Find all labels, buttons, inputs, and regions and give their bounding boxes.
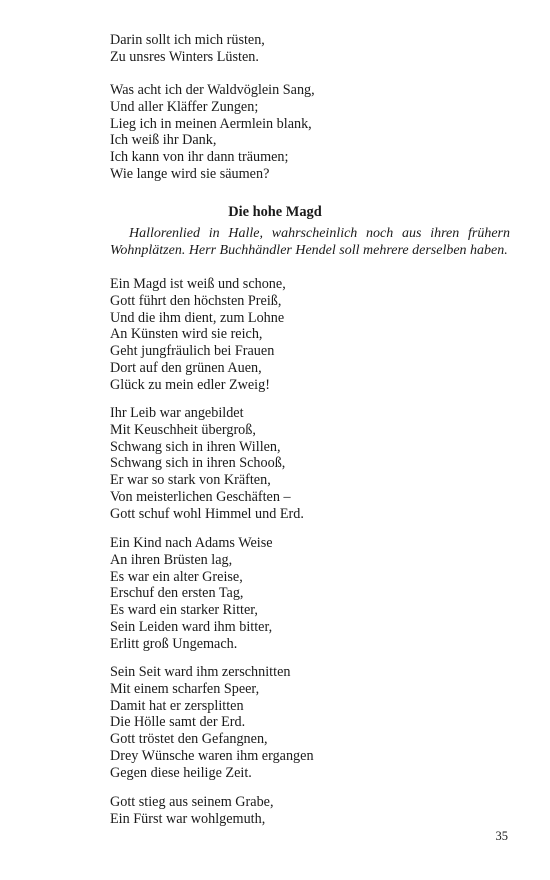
- verse-line: An ihren Brüsten lag,: [110, 551, 233, 568]
- stanza-1: [110, 276, 530, 394]
- verse-line: Gott schuf wohl Himmel und Erd.: [110, 505, 304, 522]
- verse-line: Schwang sich in ihren Willen,: [110, 438, 281, 455]
- verse-line: Die Hölle samt der Erd.: [110, 714, 246, 731]
- verse-line: Ich weiß ihr Dank,: [110, 132, 217, 149]
- verse-line: Zu unsres Winters Lüsten.: [110, 48, 259, 65]
- verse-line: Lieg ich in meinen Aermlein blank,: [110, 115, 312, 132]
- verse-line: Wie lange wird sie säumen?: [110, 165, 270, 182]
- verse-line: Es war ein alter Greise,: [110, 568, 243, 585]
- verse-line: Er war so stark von Kräften,: [110, 472, 271, 489]
- verse-line: Sein Seit ward ihm zerschnitten: [110, 664, 291, 680]
- poem-source-note: Hallorenlied in Halle, wahrscheinlich noch aus ihren frühern Wohnplätzen. Herr Buchhändler Hendel soll mehrere derselben haben.: [110, 226, 510, 258]
- stanza-4: [110, 664, 530, 782]
- stanza-top-2: [110, 82, 530, 183]
- verse-line: Ihr Leib war angebildet: [110, 405, 244, 421]
- stanza-2: [110, 405, 530, 523]
- verse-line: Gott stieg aus seinem Grabe,: [110, 794, 274, 810]
- verse-line: Darin sollt ich mich rüsten,: [110, 32, 265, 48]
- verse-line: Dort auf den grünen Auen,: [110, 359, 262, 376]
- poem-title: Die hohe Magd: [228, 204, 322, 220]
- verse-line: Schwang sich in ihren Schooß,: [110, 455, 286, 472]
- verse-line: Mit einem scharfen Speer,: [110, 680, 260, 697]
- verse-line: Ein Kind nach Adams Weise: [110, 535, 273, 551]
- verse-line: An Künsten wird sie reich,: [110, 326, 263, 343]
- stanza-3: [110, 535, 530, 653]
- verse-line: Gott tröstet den Gefangnen,: [110, 731, 268, 748]
- verse-line: Damit hat er zersplitten: [110, 697, 244, 714]
- page-number: 35: [495, 829, 508, 843]
- verse-line: Gott führt den höchsten Preiß,: [110, 292, 282, 309]
- verse-line: Drey Wünsche waren ihm ergangen: [110, 747, 314, 764]
- verse-line: Ein Magd ist weiß und schone,: [110, 276, 286, 292]
- verse-line: Ein Fürst war wohlgemuth,: [110, 810, 266, 827]
- stanza-5: [110, 794, 530, 828]
- verse-line: Erlitt groß Ungemach.: [110, 635, 238, 652]
- verse-line: Und aller Kläffer Zungen;: [110, 98, 259, 115]
- verse-line: Gegen diese heilige Zeit.: [110, 764, 252, 781]
- verse-line: Was acht ich der Waldvöglein Sang,: [110, 82, 315, 98]
- verse-line: Ich kann von ihr dann träumen;: [110, 149, 289, 166]
- verse-line: Sein Leiden ward ihm bitter,: [110, 618, 273, 635]
- verse-line: Es ward ein starker Ritter,: [110, 602, 258, 619]
- verse-line: Und die ihm dient, zum Lohne: [110, 309, 285, 326]
- verse-line: Geht jungfräulich bei Frauen: [110, 343, 275, 360]
- verse-line: Glück zu mein edler Zweig!: [110, 376, 270, 393]
- verse-line: Erschuf den ersten Tag,: [110, 585, 244, 602]
- stanza-top-1: [110, 32, 530, 66]
- verse-line: Mit Keuschheit übergroß,: [110, 421, 256, 438]
- verse-line: Von meisterlichen Geschäften –: [110, 488, 291, 505]
